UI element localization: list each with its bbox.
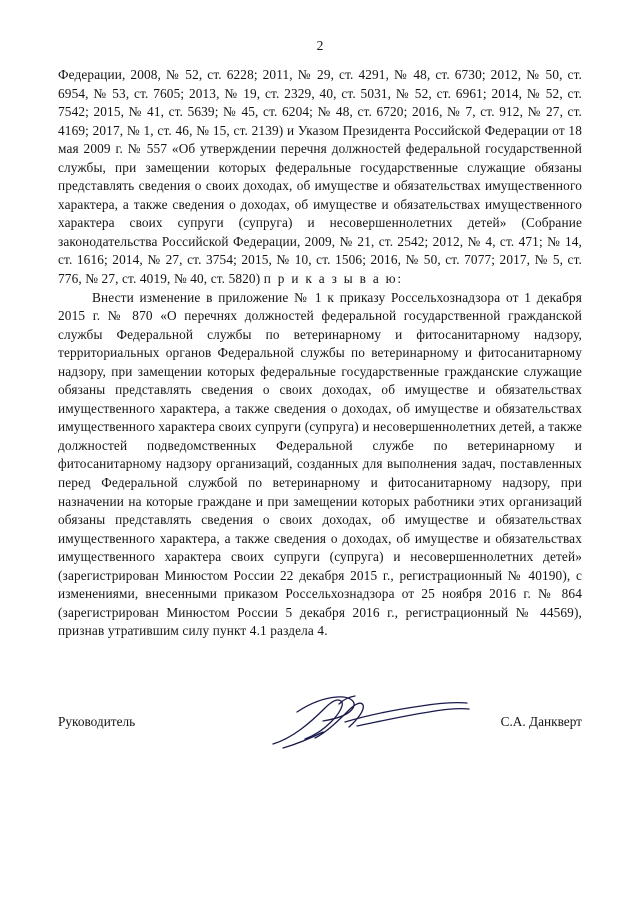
signatory-role: Руководитель — [58, 714, 136, 729]
paragraph-preamble — [58, 66, 582, 289]
paragraph-amendment: Внести изменение в приложение № 1 к приказу Россельхознадзора от 1 декабря 2015 г. № 870 «О перечнях должностей федеральной государственной гражданской службы Федеральной службы по ветеринарному и фитосанитарному надзору, территориальных органов Федеральной службы по ветеринарному и фитосанитарному надзору, при замещении которых федеральные государственные гражданские служащие обязаны представлять сведения о своих доходах, об имуществе и обязательствах имущественного характера, а также сведения о доходах, об имуществе и обязательствах имущественного характера своих супруги (супруга) и несовершеннолетних детей, а также должностей подведомственных Федеральной службе по ветеринарному и фитосанитарному надзору организаций, созданных для выполнения задач, поставленных перед Федеральной службой по ветеринарному и фитосанитарному надзору, при назначении на которые граждане и при замещении которых работники этих организаций обязаны представлять сведения о своих доходах, об имуществе и обязательствах имущественного характера, а также сведения о доходах, об имуществе и обязательствах имущественного характера своих супруги (супруга) и несовершеннолетних детей» (зарегистрирован Минюстом России 22 декабря 2015 г., регистрационный № 40190), с изменениями, внесенными приказом Россельхознадзора от 25 ноября 2016 г. № 864 (зарегистрирован Минюстом России 5 декабря 2016 г., регистрационный № 44569), признав утратившим силу пункт 4.1 раздела 4. — [58, 289, 582, 639]
signatory-name: С.А. Данкверт — [500, 714, 582, 729]
order-verb: п р и к а з ы в а ю: — [263, 271, 403, 287]
signature-block — [58, 706, 582, 766]
document-body — [58, 66, 582, 641]
paragraph-preamble-text: Федерации, 2008, № 52, ст. 6228; 2011, № 29, ст. 4291, № 48, ст. 6730; 2012, № 50, ст. 6954, № 53, ст. 7605; 2013, № 19, ст. 2329, 40, ст. 5031, № 52, ст. 6961; 2014, № 52, ст. 7542; 2015, № 41, ст. 5639; № 45, ст. 6204; № 48, ст. 6720; 2016, № 7, ст. 912, № 27, ст. 4169; 2017, № 1, ст. 46, № 15, ст. 2139) и Указом Президента Российской Федерации от 18 мая 2009 г. № 557 «Об утверждении перечня должностей федеральной государственной службы, при замещении которых федеральные государственные служащие обязаны представлять сведения о своих доходах, об имуществе и обязательствах имущественного характера, а также сведения о доходах, об имуществе и обязательствах имущественного характера своих супруги (супруга) и несовершеннолетних детей» (Собрание законодательства Российской Федерации, 2009, № 21, ст. 2542; 2012, № 4, ст. 471; № 14, ст. 1616; 2014, № 27, ст. 3754; 2015, № 10, ст. 1506; 2016, № 50, ст. 7077; 2017, № 5, ст. 776, № 27, ст. 4019, № 40, ст. 5820) — [58, 67, 582, 287]
page-number: 2 — [316, 38, 324, 53]
handwritten-signature-icon — [253, 692, 483, 756]
